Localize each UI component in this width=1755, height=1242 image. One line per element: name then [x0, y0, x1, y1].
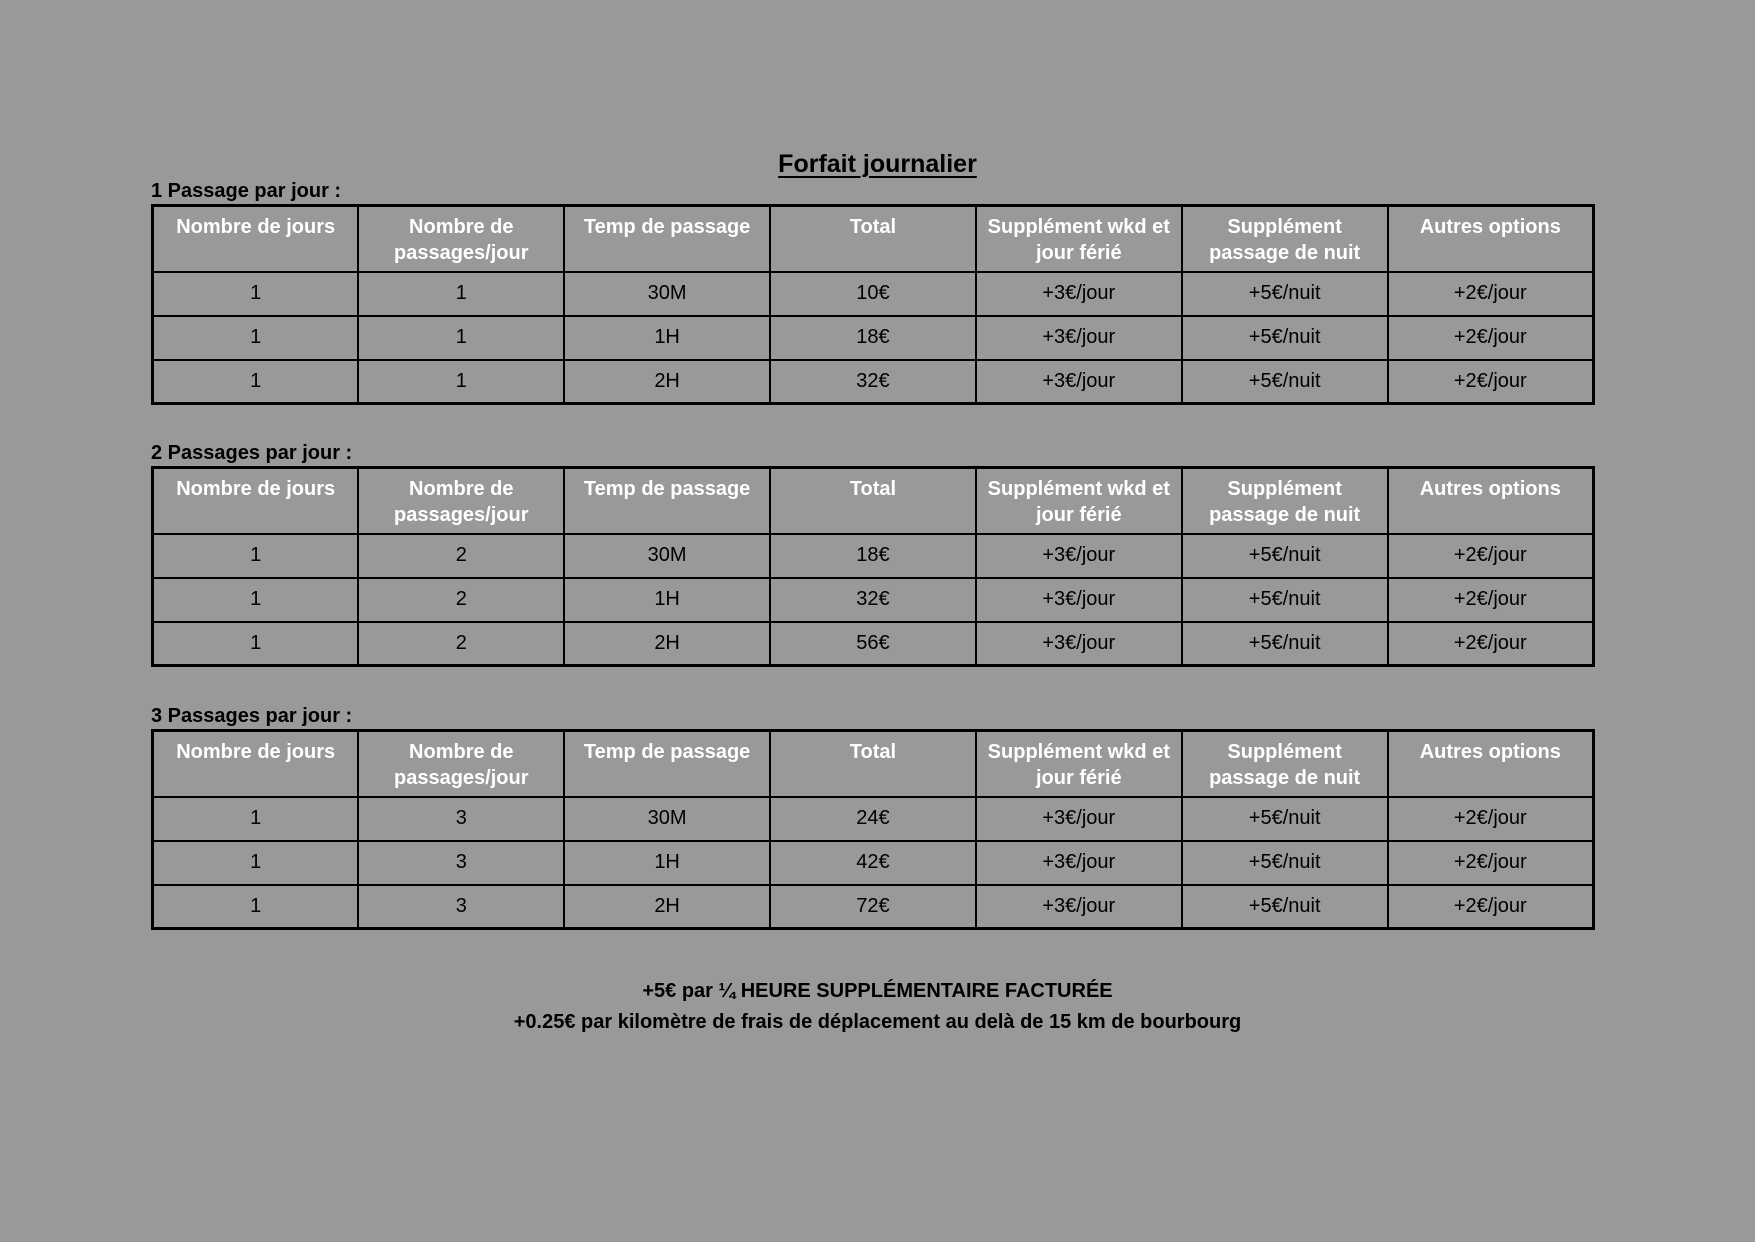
price-section: [151, 706, 1595, 930]
table-cell: +3€/jour: [976, 360, 1182, 404]
table-cell: 72€: [770, 885, 976, 929]
table-cell: +2€/jour: [1388, 316, 1594, 360]
table-cell: +5€/nuit: [1182, 841, 1388, 885]
table-cell: +5€/nuit: [1182, 360, 1388, 404]
table-row: [153, 534, 1594, 578]
table-cell: 32€: [770, 360, 976, 404]
table-cell: +3€/jour: [976, 622, 1182, 666]
column-header: Supplément passage de nuit: [1182, 731, 1388, 797]
table-cell: +3€/jour: [976, 272, 1182, 316]
table-cell: +5€/nuit: [1182, 885, 1388, 929]
table-cell: 2H: [564, 885, 770, 929]
table-cell: 1: [153, 622, 359, 666]
table-row: [153, 360, 1594, 404]
section-label: 2 Passages par jour :: [151, 442, 353, 464]
column-header: Autres options: [1388, 468, 1594, 534]
price-section: [151, 181, 1595, 405]
table-cell: 42€: [770, 841, 976, 885]
table-cell: 1: [358, 316, 564, 360]
table-cell: 2: [358, 534, 564, 578]
table-cell: 1: [153, 534, 359, 578]
table-cell: +3€/jour: [976, 534, 1182, 578]
column-header: Total: [770, 468, 976, 534]
column-header: Supplément passage de nuit: [1182, 206, 1388, 272]
table-cell: 30M: [564, 534, 770, 578]
table-row: [153, 622, 1594, 666]
column-header: Temp de passage: [564, 468, 770, 534]
column-header: Temp de passage: [564, 206, 770, 272]
section-label: 3 Passages par jour :: [151, 705, 353, 727]
table-cell: 3: [358, 797, 564, 841]
table-cell: +3€/jour: [976, 797, 1182, 841]
table-cell: 2: [358, 622, 564, 666]
price-section: [151, 443, 1595, 667]
price-table: [151, 204, 1595, 405]
table-cell: 1: [358, 272, 564, 316]
table-cell: 1: [153, 316, 359, 360]
table-cell: 18€: [770, 316, 976, 360]
table-cell: 18€: [770, 534, 976, 578]
table-row: [153, 841, 1594, 885]
table-cell: 30M: [564, 797, 770, 841]
table-row: [153, 797, 1594, 841]
table-cell: +2€/jour: [1388, 841, 1594, 885]
price-table: [151, 729, 1595, 930]
table-cell: +5€/nuit: [1182, 578, 1388, 622]
column-header: Supplément wkd et jour férié: [976, 468, 1182, 534]
table-cell: 3: [358, 841, 564, 885]
column-header: Temp de passage: [564, 731, 770, 797]
column-header: Nombre de passages/jour: [358, 731, 564, 797]
footer-line-extra-quarter-hour: +5€ par ¼ HEURE SUPPLÉMENTAIRE FACTURÉE: [642, 980, 1113, 1002]
table-row: [153, 885, 1594, 929]
page-title: Forfait journalier: [778, 150, 977, 178]
column-header: Supplément wkd et jour férié: [976, 731, 1182, 797]
section-label: 1 Passage par jour :: [151, 180, 342, 202]
table-cell: +2€/jour: [1388, 534, 1594, 578]
table-cell: +3€/jour: [976, 316, 1182, 360]
table-cell: +3€/jour: [976, 841, 1182, 885]
table-cell: 1H: [564, 316, 770, 360]
table-cell: +2€/jour: [1388, 578, 1594, 622]
table-row: [153, 578, 1594, 622]
table-cell: +5€/nuit: [1182, 316, 1388, 360]
table-cell: +3€/jour: [976, 578, 1182, 622]
table-cell: +2€/jour: [1388, 797, 1594, 841]
table-cell: 1: [153, 885, 359, 929]
table-cell: +2€/jour: [1388, 360, 1594, 404]
table-cell: +5€/nuit: [1182, 534, 1388, 578]
column-header: Nombre de passages/jour: [358, 468, 564, 534]
footer-line-travel-fee: +0.25€ par kilomètre de frais de déplacement au delà de 15 km de bourbourg: [513, 1011, 1242, 1033]
column-header: Nombre de passages/jour: [358, 206, 564, 272]
table-row: [153, 316, 1594, 360]
table-cell: 1: [153, 360, 359, 404]
column-header: Total: [770, 206, 976, 272]
table-row: [153, 272, 1594, 316]
table-cell: 30M: [564, 272, 770, 316]
column-header: Total: [770, 731, 976, 797]
table-header-row: [153, 206, 1594, 272]
column-header: Nombre de jours: [153, 468, 359, 534]
table-cell: +2€/jour: [1388, 622, 1594, 666]
column-header: Autres options: [1388, 731, 1594, 797]
table-cell: 1H: [564, 841, 770, 885]
table-cell: 1: [153, 272, 359, 316]
table-cell: +2€/jour: [1388, 885, 1594, 929]
table-cell: +3€/jour: [976, 885, 1182, 929]
table-cell: 3: [358, 885, 564, 929]
table-cell: +5€/nuit: [1182, 622, 1388, 666]
table-cell: +2€/jour: [1388, 272, 1594, 316]
table-header-row: [153, 468, 1594, 534]
table-cell: 24€: [770, 797, 976, 841]
column-header: Supplément passage de nuit: [1182, 468, 1388, 534]
table-cell: 1H: [564, 578, 770, 622]
table-cell: +5€/nuit: [1182, 272, 1388, 316]
column-header: Autres options: [1388, 206, 1594, 272]
column-header: Supplément wkd et jour férié: [976, 206, 1182, 272]
table-cell: 2: [358, 578, 564, 622]
price-table: [151, 466, 1595, 667]
table-header-row: [153, 731, 1594, 797]
table-cell: 56€: [770, 622, 976, 666]
table-cell: +5€/nuit: [1182, 797, 1388, 841]
column-header: Nombre de jours: [153, 206, 359, 272]
footer-notes: [0, 976, 1755, 1038]
table-cell: 32€: [770, 578, 976, 622]
table-cell: 1: [153, 578, 359, 622]
table-cell: 2H: [564, 622, 770, 666]
column-header: Nombre de jours: [153, 731, 359, 797]
table-cell: 1: [153, 797, 359, 841]
table-cell: 2H: [564, 360, 770, 404]
table-cell: 1: [153, 841, 359, 885]
table-cell: 1: [358, 360, 564, 404]
table-cell: 10€: [770, 272, 976, 316]
